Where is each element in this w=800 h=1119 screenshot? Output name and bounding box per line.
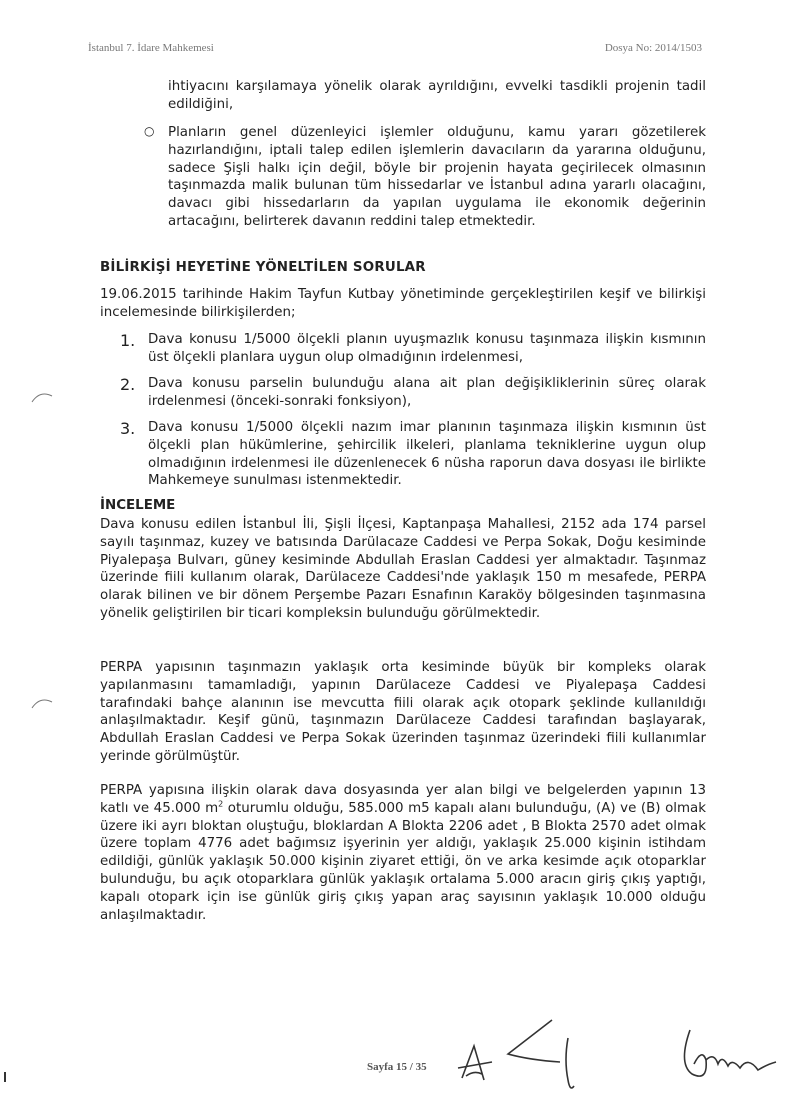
questions-intro: 19.06.2015 tarihinde Hakim Tayfun Kutbay yönetiminde gerçekleştirilen keşif ve bilirkişi incelemesinde bilirkişilerden; [100, 287, 706, 320]
initials-signature-1 [452, 1040, 498, 1084]
question-item [120, 419, 706, 490]
inspection-paragraph-2: PERPA yapısının taşınmazın yaklaşık orta kesiminde büyük bir kompleks olarak yapılanmasını tamamladığı, yapının Darülaceze Caddesi ve Piyalepaşa Caddesi tarafındaki bahçe alanının ise mevcutta fiili olarak açık otopark şeklinde kullanıldığı anlaşılmaktadır. Keşif günü, taşınmazın Darülaceze Caddesi tarafından başlayarak, Abdullah Eraslan Caddesi ve Perpa Sokak üzerinden taşınmaz üzerindeki fiili kullanımlar yerinde görülmüştür. [100, 660, 706, 764]
bullet-circle-icon: ○ [144, 124, 155, 138]
case-number: Dosya No: 2014/1503 [604, 42, 702, 54]
question-item [120, 375, 706, 411]
inspection-paragraph-3: PERPA yapısına ilişkin olarak dava dosyasında yer alan bilgi ve belgelerden yapının 13 katlı ve 45.000 $m^2$ oturumlu olduğu, 585.000 m5 kapalı alanı bulunduğu, (A) ve (B) olmak üzere iki ayrı bloktan oluştuğu, bloklardan A Blokta 2206 adet , B Blokta 2570 adet olmak üzere toplam 4776 adet bağımsız işyerinin yer aldığı, yaklaşık 25.000 kişinin istihdam edildiği, günlük yaklaşık 50.000 kişinin ziyaret ettiği, ön ve arka kesimde açık otoparklar bulunduğu, bu açık otoparklara günlük yaklaşık ortalama 5.000 aracın giriş çıkış yaptığı, kapalı otopark için ise günlük giriş çıkış yapan araç sayısının yaklaşık 10.000 olduğu anlaşılmaktadır. [100, 783, 706, 923]
bullet-text: Planların genel düzenleyici işlemler olduğunu, kamu yararı gözetilerek hazırlandığını, iptali talep edilen işlemlerin davacıların da yararına olduğunu, sadece Şişli halkı için değil, böyle bir projenin hayata geçirilecek olmasının taşınmazda malik bulunan tüm hissedarlar ve İstanbul adına yararlı olacağını, davacı gibi hissedarların da yapılan uygulama ile ekonomik değerinin artacağını, belirterek davanın reddini talep etmektedir. [168, 125, 706, 229]
inspection-paragraph-1: Dava konusu edilen İstanbul İli, Şişli İlçesi, Kaptanpaşa Mahallesi, 2152 ada 174 parsel sayılı taşınmaz, kuzey ve batısında Darülacaze Caddesi ve Perpa Sokak, Doğu kesiminde Piyalepaşa Bulvarı, güney kesiminde Abdullah Eraslan Caddesi yer almaktadır. Taşınmaz üzerinde fiili kullanım olarak, Darülaceze Caddesi'nde yaklaşık 150 m mesafede, PERPA olarak bilinen ve bir dönem Perşembe Pazarı Esnafının Karaköy bölgesinden taşınmasına yönelik geliştirilen bir ticari kompleksin bulunduğu görülmektedir. [100, 517, 706, 621]
margin-tick-mark [4, 1072, 6, 1082]
question-number: 1. [120, 331, 136, 350]
section-heading-questions: BİLİRKİŞİ HEYETİNE YÖNELTİLEN SORULAR [100, 260, 426, 275]
section-heading-inspection: İNCELEME [100, 498, 176, 513]
question-text: Dava konusu parselin bulunduğu alana ait plan değişikliklerinin süreç olarak irdelenmesi (önceki-sonraki fonksiyon), [148, 376, 706, 409]
question-text: Dava konusu 1/5000 ölçekli planın uyuşmazlık konusu taşınmaza ilişkin kısmının üst ölçekli planlara uygun olup olmadığının irdelenmesi, [148, 332, 706, 365]
question-number: 2. [120, 375, 136, 394]
page-number: Sayfa 15 / 35 [367, 1061, 427, 1073]
punch-hole-mark [30, 390, 54, 404]
bullet-item [144, 124, 706, 231]
question-item [120, 331, 706, 367]
punch-hole-mark [30, 696, 54, 710]
court-name: İstanbul 7. İdare Mahkemesi [88, 42, 214, 54]
initials-signature-3 [672, 1024, 782, 1094]
initials-signature-2 [500, 1016, 592, 1096]
continuation-text: ihtiyacını karşılamaya yönelik olarak ayrıldığını, evvelki tasdikli projenin tadil edildiğini, [168, 79, 706, 112]
question-text: Dava konusu 1/5000 ölçekli nazım imar planının taşınmaza ilişkin kısmının üst ölçekli plan hükümlerine, şehircilik ilkeleri, planlama tekniklerine uygun olup olmadığının irdelenmesi ile düzenlenecek 6 nüsha raporun dava dosyası ile birlikte Mahkemeye sunulması istenmektedir. [148, 420, 706, 489]
question-number: 3. [120, 419, 136, 438]
